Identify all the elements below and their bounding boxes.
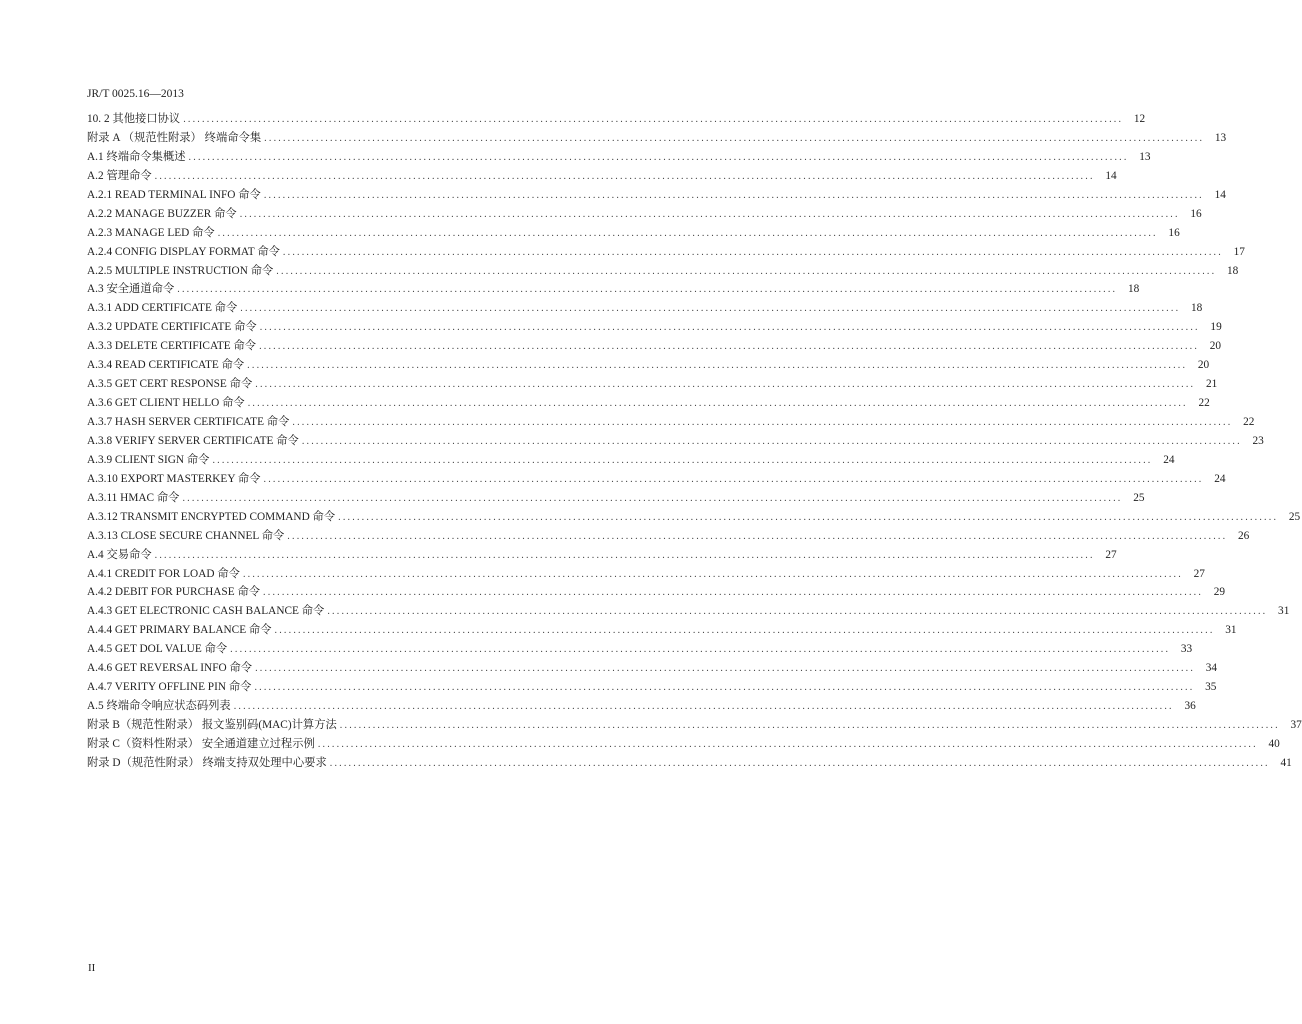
toc-entry[interactable] [87, 337, 1222, 356]
toc-dot-leader: ........................................................................................................................................................................................................ [317, 738, 1258, 750]
toc-entry-page: 41 [1280, 756, 1292, 769]
toc-entry-page: 25 [1288, 510, 1301, 523]
toc-entry-title: A.3.10 EXPORT MASTERKEY 命令 [87, 472, 261, 485]
toc-entry[interactable] [87, 678, 1217, 697]
toc-dot-leader: ........................................................................................................................................................................................................ [263, 189, 1204, 201]
toc-dot-leader: ........................................................................................................................................................................................................ [301, 435, 1242, 447]
toc-entry-page: 25 [1133, 491, 1145, 504]
toc-dot-leader: ........................................................................................................................................................................................................ [230, 644, 1171, 656]
toc-dot-leader: ........................................................................................................................................................................................................ [217, 227, 1158, 239]
toc-entry-page: 14 [1105, 169, 1117, 182]
toc-entry-title: 附录 C（资料性附录） 安全通道建立过程示例 [87, 737, 315, 750]
toc-entry[interactable] [87, 621, 1237, 640]
toc-entry[interactable] [87, 394, 1210, 413]
toc-entry-title: A.4.5 GET DOL VALUE 命令 [87, 643, 228, 656]
toc-entry-page: 27 [1193, 567, 1205, 580]
toc-entry[interactable] [87, 262, 1239, 281]
toc-entry-page: 16 [1190, 207, 1202, 220]
toc-entry[interactable] [87, 470, 1226, 489]
toc-entry-title: A.3.8 VERIFY SERVER CERTIFICATE 命令 [87, 434, 299, 447]
toc-entry-page: 36 [1184, 700, 1196, 713]
toc-entry[interactable] [87, 697, 1196, 716]
toc-entry-title: A.3.11 HMAC 命令 [87, 491, 180, 504]
toc-entry-page: 23 [1252, 434, 1264, 447]
toc-dot-leader: ........................................................................................................................................................................................................ [327, 606, 1268, 618]
toc-entry[interactable] [87, 754, 1292, 773]
toc-entry-title: A.4.4 GET PRIMARY BALANCE 命令 [87, 624, 272, 637]
toc-entry-page: 24 [1214, 472, 1226, 485]
toc-dot-leader: ........................................................................................................................................................................................................ [182, 492, 1123, 504]
toc-dot-leader: ........................................................................................................................................................................................................ [247, 398, 1188, 410]
toc-entry[interactable] [87, 527, 1250, 546]
toc-entry[interactable] [87, 110, 1146, 129]
toc-entry-page: 18 [1127, 283, 1140, 296]
toc-entry[interactable] [87, 640, 1193, 659]
toc-entry-title: A.4 交易命令 [87, 548, 152, 561]
toc-entry[interactable] [87, 489, 1145, 508]
toc-dot-leader: ........................................................................................................................................................................................................ [287, 530, 1228, 542]
toc-dot-leader: ........................................................................................................................................................................................................ [263, 587, 1204, 599]
toc-entry[interactable] [87, 451, 1175, 470]
toc-dot-leader: ........................................................................................................................................................................................................ [154, 549, 1095, 561]
toc-entry-page: 21 [1205, 378, 1218, 391]
toc-dot-leader: ........................................................................................................................................................................................................ [329, 757, 1270, 769]
toc-dot-leader: ........................................................................................................................................................................................................ [247, 360, 1188, 372]
toc-entry[interactable] [87, 413, 1255, 432]
toc-dot-leader: ........................................................................................................................................................................................................ [212, 454, 1153, 466]
toc-entry-title: A.1 终端命令集概述 [87, 150, 186, 163]
toc-entry-page: 22 [1198, 397, 1210, 410]
toc-entry[interactable] [87, 716, 1302, 735]
toc-dot-leader: ........................................................................................................................................................................................................ [255, 663, 1196, 675]
toc-entry-title: A.2.2 MANAGE BUZZER 命令 [87, 207, 237, 220]
toc-entry[interactable] [87, 546, 1117, 565]
toc-entry-title: A.2.5 MULTIPLE INSTRUCTION 命令 [87, 264, 274, 277]
toc-dot-leader: ........................................................................................................................................................................................................ [240, 303, 1181, 315]
toc-entry-title: A.3.3 DELETE CERTIFICATE 命令 [87, 340, 257, 353]
toc-entry-page: 20 [1197, 359, 1210, 372]
toc-entry-title: A.4.7 VERITY OFFLINE PIN 命令 [87, 681, 252, 694]
toc-entry-page: 20 [1209, 340, 1222, 353]
toc-entry[interactable] [87, 583, 1226, 602]
toc-entry-page: 35 [1205, 681, 1217, 694]
toc-entry-title: A.3.7 HASH SERVER CERTIFICATE 命令 [87, 416, 290, 428]
toc-dot-leader: ........................................................................................................................................................................................................ [254, 682, 1195, 694]
toc-entry-page: 18 [1190, 302, 1203, 315]
toc-entry[interactable] [87, 602, 1290, 621]
toc-entry[interactable] [87, 565, 1205, 584]
toc-entry-page: 31 [1225, 624, 1237, 637]
toc-dot-leader: ........................................................................................................................................................................................................ [183, 114, 1124, 125]
toc-entry-page: 17 [1233, 245, 1245, 258]
toc-entry-title: A.2.3 MANAGE LED 命令 [87, 226, 215, 239]
toc-entry-title: A.2 管理命令 [87, 169, 152, 182]
toc-entry[interactable] [87, 659, 1218, 678]
toc-entry-page: 33 [1180, 643, 1193, 656]
toc-entry-title: A.4.2 DEBIT FOR PURCHASE 命令 [87, 586, 261, 599]
toc-entry-title: A.4.6 GET REVERSAL INFO 命令 [87, 662, 253, 675]
toc-entry[interactable] [87, 148, 1151, 167]
toc-entry-page: 29 [1213, 586, 1226, 599]
toc-entry-page: 24 [1163, 453, 1175, 466]
toc-dot-leader: ........................................................................................................................................................................................................ [263, 473, 1204, 485]
toc-entry-title: 附录 A （规范性附录） 终端命令集 [87, 131, 262, 144]
toc-entry[interactable] [87, 167, 1117, 186]
toc-entry-title: 附录 D（规范性附录） 终端支持双处理中心要求 [87, 756, 327, 769]
toc-dot-leader: ........................................................................................................................................................................................................ [276, 265, 1217, 277]
toc-dot-leader: ........................................................................................................................................................................................................ [259, 341, 1200, 353]
toc-entry[interactable] [87, 129, 1227, 148]
toc-entry[interactable] [87, 318, 1222, 337]
toc-entry[interactable] [87, 224, 1180, 243]
toc-dot-leader: ........................................................................................................................................................................................................ [188, 151, 1129, 163]
toc-entry-title: A.3.1 ADD CERTIFICATE 命令 [87, 302, 238, 315]
toc-entry-title: A.3 安全通道命令 [87, 283, 175, 296]
toc-dot-leader: ........................................................................................................................................................................................................ [264, 132, 1205, 144]
toc-entry-page: 27 [1105, 548, 1117, 561]
document-header: JR/T 0025.16—2013 [87, 88, 184, 100]
toc-dot-leader: ........................................................................................................................................................................................................ [154, 170, 1095, 182]
toc-entry[interactable] [87, 205, 1202, 224]
toc-entry-title: A.3.12 TRANSMIT ENCRYPTED COMMAND 命令 [87, 510, 336, 523]
toc-entry-title: A.3.6 GET CLIENT HELLO 命令 [87, 397, 245, 410]
toc-dot-leader: ........................................................................................................................................................................................................ [292, 417, 1233, 428]
toc-entry-title: 附录 B（规范性附录） 报文鉴别码(MAC)计算方法 [87, 719, 337, 731]
toc-entry-page: 16 [1168, 226, 1180, 239]
toc-dot-leader: ........................................................................................................................................................................................................ [242, 568, 1183, 580]
toc-dot-leader: ........................................................................................................................................................................................................ [274, 625, 1215, 637]
toc-entry-page: 31 [1278, 605, 1290, 618]
toc-entry-page: 12 [1133, 113, 1146, 125]
toc-entry-page: 40 [1268, 737, 1280, 750]
toc-dot-leader: ........................................................................................................................................................................................................ [282, 246, 1223, 258]
toc-entry-page: 19 [1210, 321, 1222, 334]
page-number: II [88, 962, 96, 974]
toc-dot-leader: ........................................................................................................................................................................................................ [255, 379, 1196, 391]
toc-entry-page: 34 [1205, 662, 1218, 675]
toc-entry-title: A.3.9 CLIENT SIGN 命令 [87, 453, 210, 466]
toc-entry-title: A.2.1 READ TERMINAL INFO 命令 [87, 188, 261, 201]
toc-entry-page: 13 [1139, 150, 1151, 163]
toc-entry[interactable] [87, 186, 1226, 205]
toc-entry-title: A.4.1 CREDIT FOR LOAD 命令 [87, 567, 240, 580]
toc-entry[interactable] [87, 508, 1301, 527]
toc-entry-page: 14 [1214, 188, 1226, 201]
toc-entry[interactable] [87, 356, 1210, 375]
toc-entry[interactable] [87, 280, 1140, 299]
toc-dot-leader: ........................................................................................................................................................................................................ [177, 284, 1118, 296]
toc-entry-title: A.2.4 CONFIG DISPLAY FORMAT 命令 [87, 245, 280, 258]
table-of-contents [87, 110, 1302, 773]
toc-entry-title: A.4.3 GET ELECTRONIC CASH BALANCE 命令 [87, 605, 325, 618]
toc-entry[interactable] [87, 432, 1264, 451]
toc-entry-title: A.3.5 GET CERT RESPONSE 命令 [87, 378, 253, 391]
toc-entry-title: A.3.4 READ CERTIFICATE 命令 [87, 359, 245, 372]
toc-dot-leader: ........................................................................................................................................................................................................ [233, 701, 1174, 713]
toc-entry-title: A.3.13 CLOSE SECURE CHANNEL 命令 [87, 529, 285, 542]
toc-entry-page: 26 [1238, 529, 1250, 542]
toc-dot-leader: ........................................................................................................................................................................................................ [338, 511, 1279, 523]
toc-dot-leader: ........................................................................................................................................................................................................ [259, 322, 1200, 334]
toc-entry-page: 18 [1227, 264, 1239, 277]
toc-entry-title: A.5 终端命令响应状态码列表 [87, 700, 231, 713]
toc-entry-title: 10. 2 其他接口协议 [87, 113, 181, 125]
toc-entry-page: 37 [1290, 719, 1302, 731]
toc-entry[interactable] [87, 243, 1245, 262]
toc-entry-page: 22 [1243, 416, 1255, 428]
toc-entry[interactable] [87, 375, 1218, 394]
toc-entry[interactable] [87, 299, 1203, 318]
toc-entry-page: 13 [1214, 131, 1227, 144]
toc-dot-leader: ........................................................................................................................................................................................................ [339, 720, 1280, 731]
toc-entry-title: A.3.2 UPDATE CERTIFICATE 命令 [87, 321, 257, 334]
toc-dot-leader: ........................................................................................................................................................................................................ [239, 208, 1180, 220]
toc-entry[interactable] [87, 735, 1280, 754]
